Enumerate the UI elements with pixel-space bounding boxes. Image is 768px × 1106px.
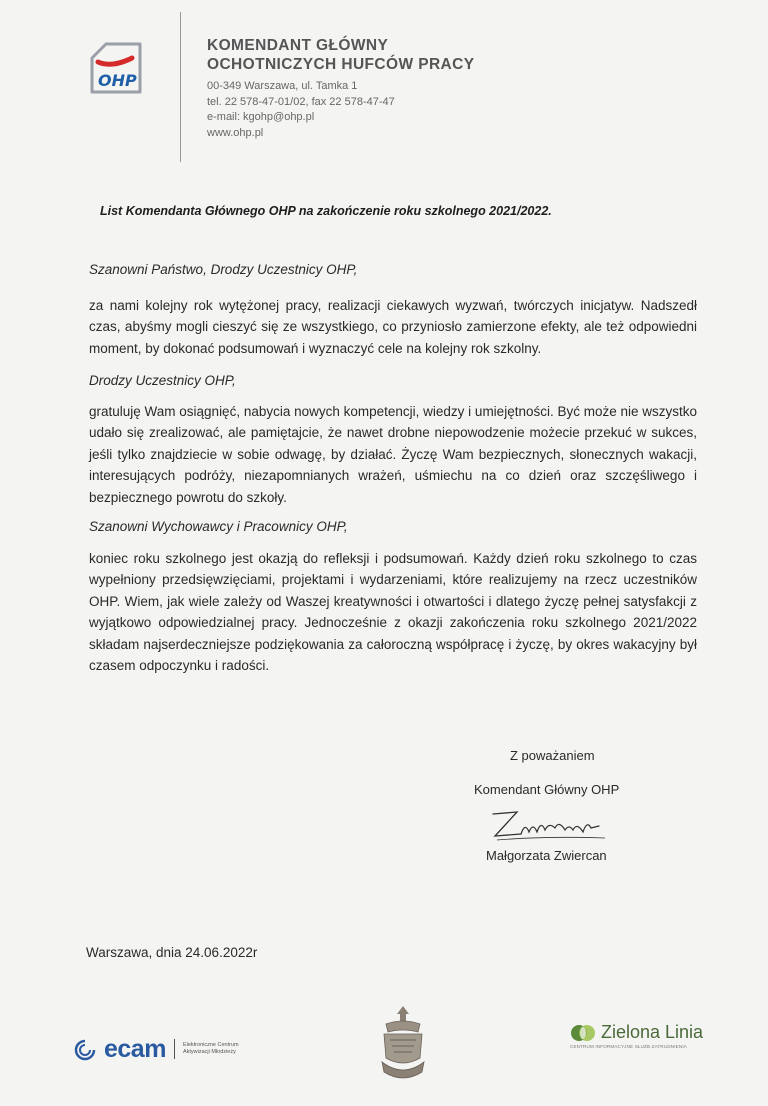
handwritten-signature xyxy=(487,802,617,846)
ohp-logo xyxy=(84,40,148,100)
zielona-leaf-icon xyxy=(570,1024,596,1042)
org-website: www.ohp.pl xyxy=(207,126,264,139)
ecam-subtitle-line2: Aktywizacji Młodzieży xyxy=(182,1049,236,1055)
greeting-3: Szanowni Wychowawcy i Pracownicy OHP, xyxy=(89,519,348,534)
paragraph-1: za nami kolejny rok wytężonej pracy, realizacji ciekawych wyzwań, twórczych inicjatyw. Nadszedł czas, abyśmy mogli cieszyć się ze wszystkiego, co przyniosło zamierzone efekty, ale też odpowiedni moment, by dokonać podsumowań i wyznaczyć cele na kolejny rok szkolny. xyxy=(89,298,697,356)
logo-text: OHP xyxy=(98,71,137,90)
header-divider xyxy=(180,12,181,162)
zielona-subtitle: CENTRUM INFORMACYJNE SŁUŻB ZATRUDNIENIA xyxy=(570,1044,687,1049)
ohp-emblem-icon xyxy=(372,1002,434,1082)
paragraph-2: gratuluję Wam osiągnięć, nabycia nowych kompetencji, wiedzy i umiejętności. Być może nie wszystko udało się zrealizować, ale pamiętajcie, że nawet drobne niepowodzenie możecie przekuć w sukces, jeśli tylko znajdziecie w sobie odwagę, by działać. Życzę Wam bezpiecznych, słonecznych wakacji, interesujących podróży, niezapomnianych wrażeń, uśmiechu na co dzień oraz szczęśliwego i bezpiecznego powrotu do szkoły. xyxy=(89,404,698,505)
org-email: e-mail: kgohp@ohp.pl xyxy=(207,111,315,123)
signatory-role: Komendant Główny OHP xyxy=(474,782,620,797)
organization-header xyxy=(207,36,474,141)
greeting-1: Szanowni Państwo, Drodzy Uczestnicy OHP, xyxy=(89,262,358,277)
letter-subject: List Komendanta Głównego OHP na zakończenie roku szkolnego 2021/2022. xyxy=(100,204,552,218)
ecam-subtitle-line1: Elektroniczne Centrum xyxy=(182,1042,239,1048)
org-contact xyxy=(207,79,474,141)
org-address: 00-349 Warszawa, ul. Tamka 1 xyxy=(207,80,358,92)
ecam-logo xyxy=(70,1034,239,1064)
ecam-wordmark: ecam xyxy=(104,1034,166,1063)
org-title-line1: KOMENDANT GŁÓWNY xyxy=(207,37,389,54)
org-phone: tel. 22 578-47-01/02, fax 22 578-47-47 xyxy=(207,95,395,108)
ecam-swirl-icon xyxy=(70,1037,100,1061)
greeting-2: Drodzy Uczestnicy OHP, xyxy=(89,373,236,388)
org-title-line2: OCHOTNICZYCH HUFCÓW PRACY xyxy=(207,56,475,73)
ecam-subtitle xyxy=(183,1042,239,1056)
zielona-linia-logo xyxy=(570,1022,703,1049)
zielona-wordmark: Zielona Linia xyxy=(601,1022,704,1042)
ecam-divider xyxy=(174,1039,175,1059)
letter-date: Warszawa, dnia 24.06.2022r xyxy=(86,945,258,960)
paragraph-3: koniec roku szkolnego jest okazją do refleksji i podsumowań. Każdy dzień roku szkolnego to czas wypełniony przedsięwzięciami, projektami i wydarzeniami, które realizujemy na rzecz uczestników OHP. Wiem, jak wiele zależy od Waszej kreatywności i otwartości i dlatego życzę pełnej satysfakcji z wyjątkowo odpowiedzialnej pracy. Jednocześnie z okazji zakończenia roku szkolnego 2021/2022 składam najserdeczniejsze podziękowania za całoroczną współpracę i życzę, by okres wakacyjny był czasem odpoczynku i radości. xyxy=(89,551,697,674)
signatory-name: Małgorzata Zwiercan xyxy=(486,848,607,863)
closing: Z poważaniem xyxy=(510,748,595,763)
